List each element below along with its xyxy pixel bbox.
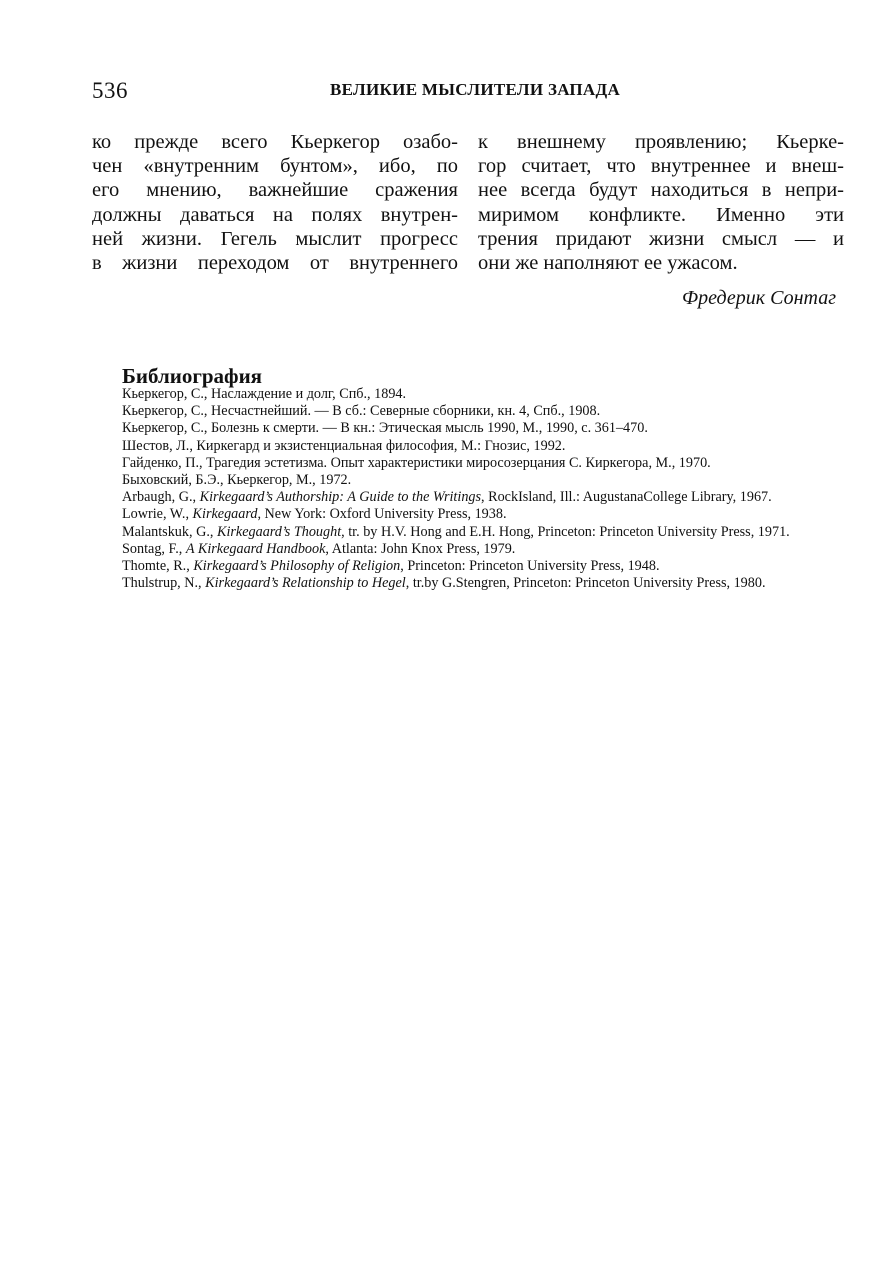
bibliography-entry: Гайденко, П., Трагедия эстетизма. Опыт характеристики миросозерцания С. Киркегора, М., 1970. bbox=[122, 454, 711, 471]
work-title: Kirkegaard’s Relationship to Hegel bbox=[205, 575, 406, 592]
text-line: нее всегда будут находиться в непри- bbox=[478, 179, 844, 202]
page-number: 536 bbox=[92, 78, 128, 103]
bibliography-entry: Thomte, R., Kirkegaard’s Philosophy of Religion, Princeton: Princeton University Press, 1948. bbox=[122, 558, 660, 575]
text-column-right bbox=[478, 130, 844, 275]
bibliography-list bbox=[92, 386, 838, 592]
work-title: Kirkegaard’s Philosophy of Religion bbox=[193, 558, 401, 575]
bibliography-entry: Arbaugh, G., Kirkegaard’s Authorship: A Guide to the Writings, RockIsland, Ill.: AugustanaCollege Library, 1967. bbox=[122, 489, 772, 506]
bibliography-heading: Библиография bbox=[122, 364, 263, 388]
text-line: миримом конфликте. Именно эти bbox=[478, 203, 844, 226]
bibliography-entry: Кьеркегор, С., Несчастнейший. — В сб.: Северные сборники, кн. 4, Спб., 1908. bbox=[122, 403, 601, 420]
bibliography-entry: Быховский, Б.Э., Кьеркегор, М., 1972. bbox=[122, 472, 352, 489]
text-line: трения придают жизни смысл — и bbox=[478, 227, 844, 250]
bibliography-entry: Sontag, F., A Kirkegaard Handbook, Atlanta: John Knox Press, 1979. bbox=[122, 540, 516, 557]
bibliography-entry: Кьеркегор, С., Наслаждение и долг, Спб., 1894. bbox=[122, 386, 407, 402]
bibliography-entry: Кьеркегор, С., Болезнь к смерти. — В кн.: Этическая мысль 1990, М., 1990, с. 361–470. bbox=[122, 420, 648, 437]
author-signature: Фредерик Сонтаг bbox=[682, 287, 836, 309]
text-column-left bbox=[92, 130, 458, 275]
running-title: ВЕЛИКИЕ МЫСЛИТЕЛИ ЗАПАДА bbox=[330, 80, 621, 99]
bibliography-entry: Lowrie, W., Kirkegaard, New York: Oxford University Press, 1938. bbox=[122, 506, 507, 523]
bibliography-entry: Malantskuk, G., Kirkegaard’s Thought, tr. by H.V. Hong and E.H. Hong, Princeton: Princeton University Press, 1971. bbox=[122, 523, 790, 540]
work-title: A Kirkegaard Handbook bbox=[185, 540, 326, 557]
text-line: к внешнему проявлению; Кьерке- bbox=[478, 131, 844, 153]
text-line: чен «внутренним бунтом», ибо, по bbox=[92, 155, 458, 178]
text-line: ней жизни. Гегель мыслит прогресс bbox=[92, 227, 458, 250]
text-line: в жизни переходом от внутреннего bbox=[92, 252, 458, 275]
text-line: должны даваться на полях внутрен- bbox=[92, 203, 458, 226]
text-line: его мнению, важнейшие сражения bbox=[92, 179, 458, 202]
work-title: Kirkegaard’s Thought bbox=[216, 523, 342, 540]
text-line: ко прежде всего Кьеркегор озабо- bbox=[92, 131, 458, 153]
work-title: Kirkegaard bbox=[192, 506, 258, 523]
work-title: Kirkegaard’s Authorship: A Guide to the Writings bbox=[199, 489, 482, 506]
bibliography-entry: Thulstrup, N., Kirkegaard’s Relationship to Hegel, tr.by G.Stengren, Princeton: Princeton University Press, 1980. bbox=[122, 575, 766, 592]
text-line: гор считает, что внутреннее и внеш- bbox=[478, 155, 844, 178]
text-line: они же наполняют ее ужасом. bbox=[478, 252, 738, 275]
bibliography-entry: Шестов, Л., Киркегард и экзистенциальная философия, М.: Гнозис, 1992. bbox=[122, 437, 566, 454]
